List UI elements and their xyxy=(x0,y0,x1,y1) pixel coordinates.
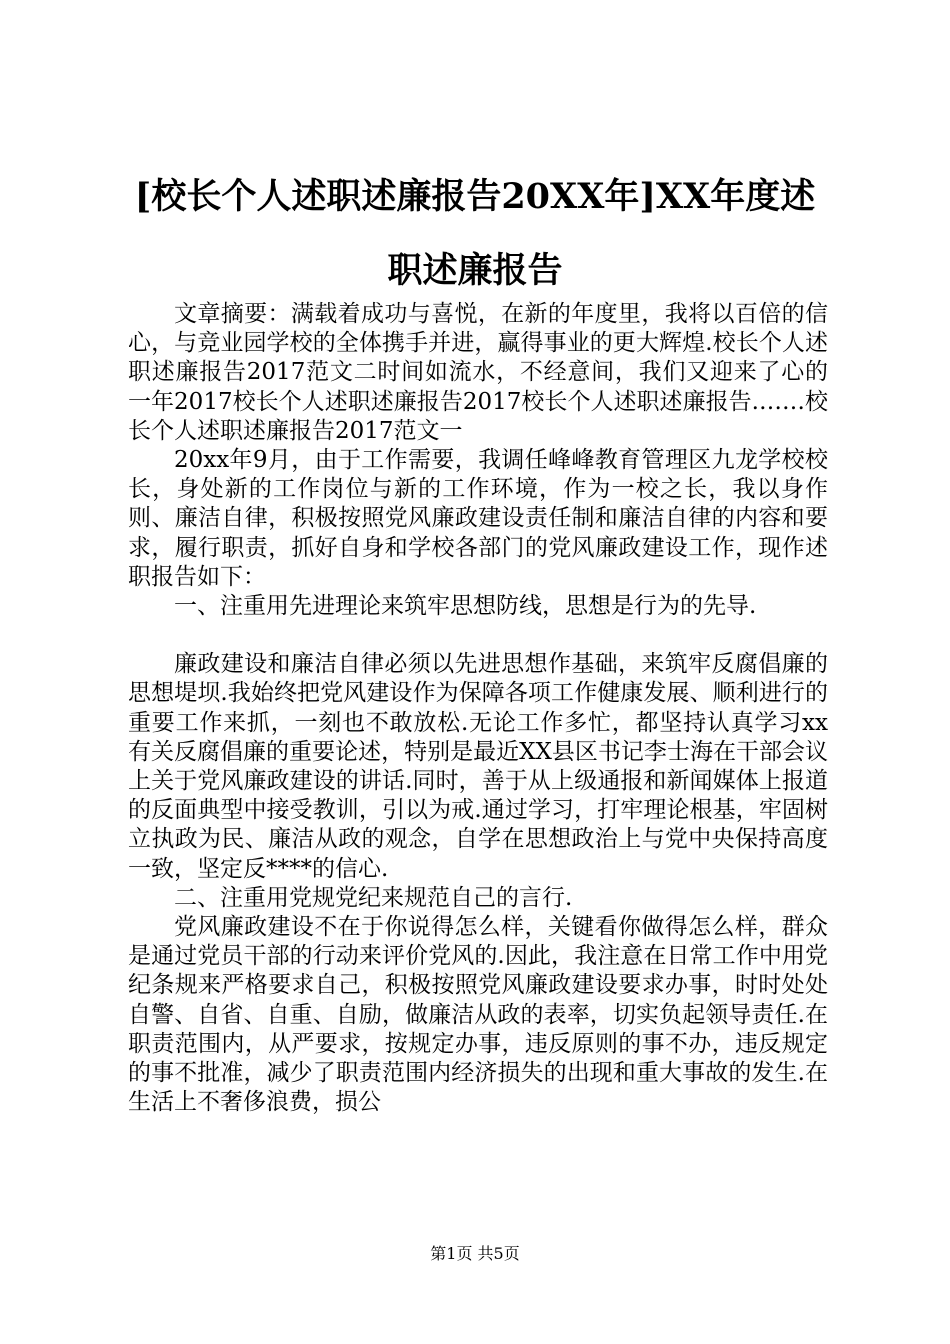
section-heading-2: 二、注重用党规党纪来规范自己的言行. xyxy=(174,884,573,911)
page-footer: 第1页 共5页 xyxy=(430,1244,520,1263)
document-title: [校长个人述职述廉报告20XX年]XX年度述职述廉报告 xyxy=(134,176,816,291)
paragraph-intro: 20xx年9月，由于工作需要，我调任峰峰教育管理区九龙学校校长，身处新的工作岗位与新的工作环境，作为一校之长，我以身作则、廉洁自律，积极按照党风廉政建设责任制和廉洁自律的内容和要求，履行职责，抓好自身和学校各部门的党风廉政建设工作，现作述职报告如下： xyxy=(128,447,828,590)
paragraph-section-2: 党风廉政建设不在于你说得怎么样，关键看你做得怎么样，群众是通过党员干部的行动来评价党风的.因此，我注意在日常工作中用党纪条规来严格要求自己，积极按照党风廉政建设要求办事，时时处处自警、自省、自重、自励，做廉洁从政的表率，切实负起领导责任.在职责范围内，从严要求，按规定办事，违反原则的事不办，违反规定的事不批准，减少了职责范围内经济损失的出现和重大事故的发生.在生活上不奢侈浪费，损公 xyxy=(128,914,828,1116)
paragraph-abstract: 文章摘要：满载着成功与喜悦，在新的年度里，我将以百倍的信心，与竞业园学校的全体携手并进，赢得事业的更大辉煌.校长个人述职述廉报告2017范文二时间如流水，不经意间，我们又迎来了心的一年2017校长个人述职述廉报告2017校长个人述职述廉报告.……校长个人述职述廉报告2017范文一 xyxy=(128,301,828,444)
document-body xyxy=(128,300,828,1117)
paragraph-section-1: 廉政建设和廉洁自律必须以先进思想作基础，来筑牢反腐倡廉的思想堤坝.我始终把党风建设作为保障各项工作健康发展、顺利进行的重要工作来抓，一刻也不敢放松.无论工作多忙，都坚持认真学习xx有关反腐倡廉的重要论述，特别是最近XX县区书记李士海在干部会议上关于党风廉政建设的讲话.同时，善于从上级通报和新闻媒体上报道的反面典型中接受教训，引以为戒.通过学习，打牢理论根基，牢固树立执政为民、廉洁从政的观念，自学在思想政治上与党中央保持高度一致，坚定反****的信心. xyxy=(128,651,828,882)
section-heading-1: 一、注重用先进理论来筑牢思想防线，思想是行为的先导. xyxy=(174,593,757,620)
